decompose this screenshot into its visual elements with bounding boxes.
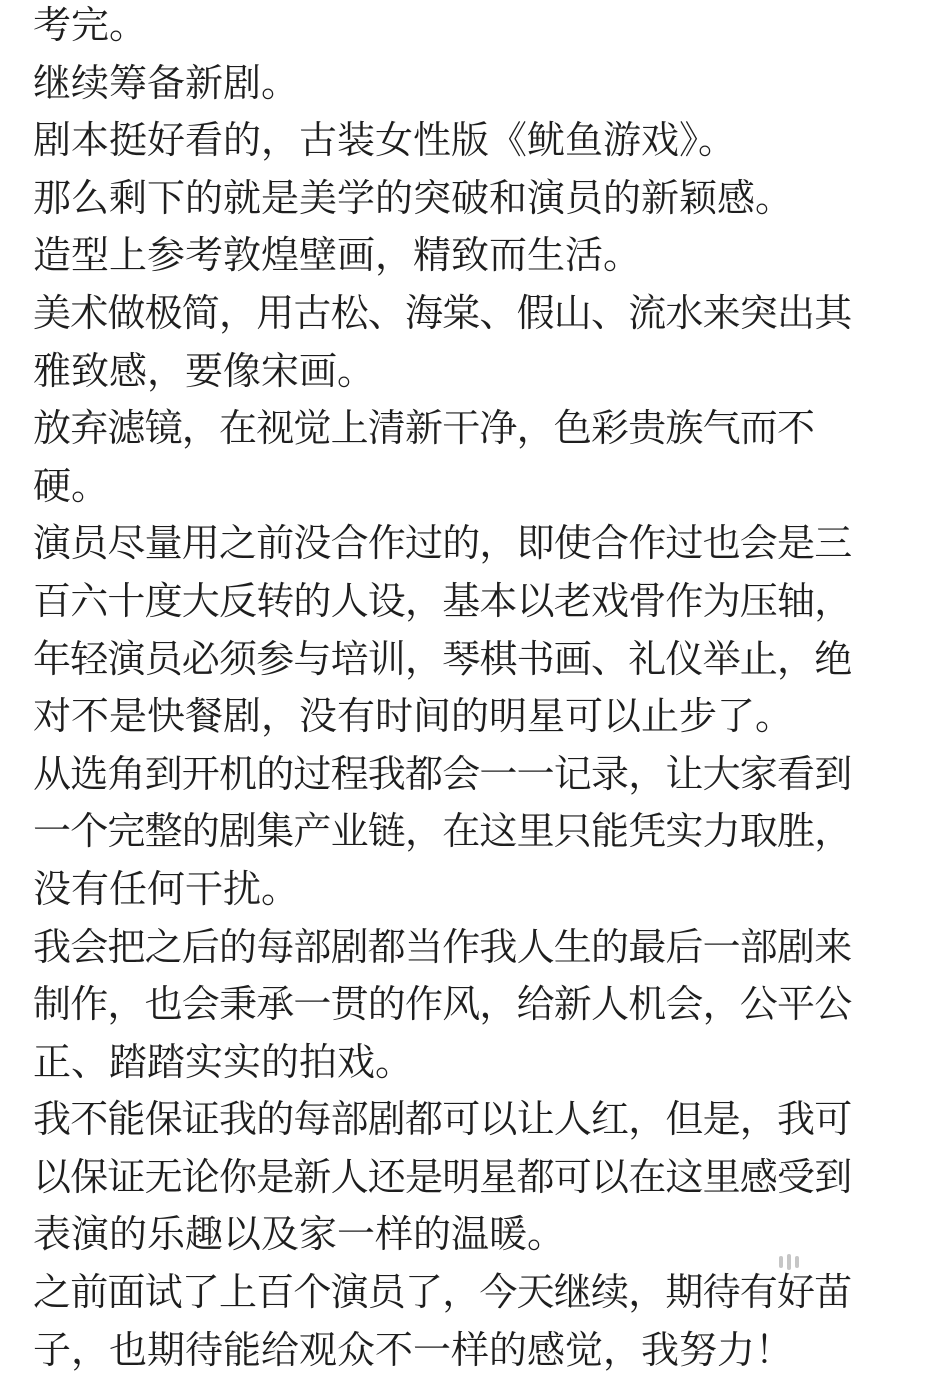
text-line: 以保证无论你是新人还是明星都可以在这里感受到: [33, 1154, 852, 1199]
text-line: 我不能保证我的每部剧都可以让人红，但是，我可: [33, 1097, 852, 1142]
text-line: 考完。: [33, 3, 148, 47]
text-line: 制作，也会秉承一贯的作风，给新人机会，公平公: [33, 982, 852, 1027]
text-line: 造型上参考敦煌壁画，精致而生活。: [33, 233, 642, 278]
text-line: 我会把之后的每部剧都当作我人生的最后一部剧来: [33, 924, 852, 969]
text-line: 从选角到开机的过程我都会一一记录，让大家看到: [33, 751, 852, 796]
text-line: 演员尽量用之前没合作过的，即使合作过也会是三: [33, 521, 852, 566]
text-line: 之前面试了上百个演员了，今天继续，期待有好苗: [33, 1270, 852, 1315]
text-line: 剧本挺好看的，古装女性版《鱿鱼游戏》。: [33, 118, 737, 163]
text-line: 雅致感，要像宋画。: [33, 348, 376, 393]
text-line: 那么剩下的就是美学的突破和演员的新颖感。: [33, 175, 794, 220]
text-line: 没有任何干扰。: [33, 866, 300, 911]
text-line: 美术做极简，用古松、海棠、假山、流水来突出其: [33, 290, 852, 335]
text-line: 年轻演员必须参与培训，琴棋书画、礼仪举止，绝: [33, 636, 852, 681]
watermark-icon: [778, 1252, 800, 1272]
text-line: 继续筹备新剧。: [33, 60, 300, 105]
text-line: 硬。: [33, 463, 110, 508]
text-line: 正、踏踏实实的拍戏。: [33, 1039, 414, 1084]
text-line: 放弃滤镜，在视觉上清新干净，色彩贵族气而不: [33, 406, 815, 451]
text-line: 表演的乐趣以及家一样的温暖。: [33, 1212, 566, 1257]
text-line: 子，也期待能给观众不一样的感觉，我努力！: [33, 1327, 794, 1372]
text-line: 对不是快餐剧，没有时间的明星可以止步了。: [33, 694, 794, 739]
text-line: 一个完整的剧集产业链，在这里只能凭实力取胜，: [33, 809, 852, 854]
post-body: [33, 0, 913, 1379]
text-line: 百六十度大反转的人设，基本以老戏骨作为压轴，: [33, 578, 852, 623]
